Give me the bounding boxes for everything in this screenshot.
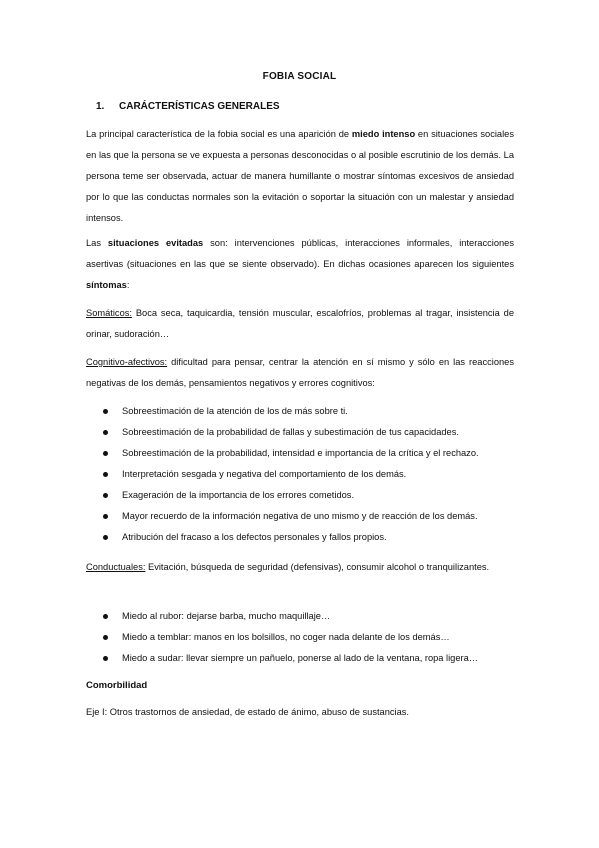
- symptoms-bold: síntomas: [86, 280, 127, 290]
- bullet-icon: [103, 493, 108, 498]
- bullet-icon: [103, 535, 108, 540]
- cognitive-paragraph: [86, 352, 514, 394]
- somatic-paragraph: [86, 303, 514, 345]
- somatic-text: Boca seca, taquicardia, tensión muscular, escalofríos, problemas al tragar, insistencia de orinar, sudoración…: [86, 308, 514, 339]
- situations-paragraph: [86, 233, 514, 296]
- section-title: CARÁCTERÍSTICAS GENERALES: [119, 101, 280, 112]
- list-item-text: Atribución del fracaso a los defectos personales y fallos propios.: [122, 532, 387, 542]
- comorbidity-line: Eje I: Otros trastornos de ansiedad, de estado de ánimo, abuso de sustancias.: [86, 707, 410, 717]
- situations-bold: situaciones evitadas: [107, 238, 204, 248]
- behavioral-text: Evitación, búsqueda de seguridad (defensivas), consumir alcohol o tranquilizantes.: [145, 562, 490, 572]
- list-item: [100, 627, 520, 648]
- list-item-text: Sobreestimación de la atención de los de más sobre ti.: [122, 406, 348, 416]
- cognitive-text: dificultad para pensar, centrar la atención en sí mismo y sólo en las reacciones negativas de los demás, pensamientos negativos y errores cognitivos:: [86, 357, 514, 388]
- situations-text-1: Las: [86, 238, 108, 248]
- list-item-text: Miedo a sudar: llevar siempre un pañuelo, ponerse al lado de la ventana, ropa ligera…: [122, 653, 479, 663]
- cognitive-label: Cognitivo-afectivos:: [86, 357, 168, 367]
- list-item: [100, 485, 520, 506]
- list-item: [100, 464, 520, 485]
- intro-bold: miedo intenso: [351, 129, 416, 139]
- list-item: [100, 401, 520, 422]
- bullet-icon: [103, 514, 108, 519]
- bullet-icon: [103, 472, 108, 477]
- cognitive-list: [100, 401, 520, 548]
- comorbidity-heading: Comorbilidad: [86, 680, 148, 691]
- list-item: [100, 443, 520, 464]
- section-heading: [96, 101, 280, 112]
- list-item-text: Miedo al rubor: dejarse barba, mucho maquillaje…: [122, 611, 331, 621]
- list-item-text: Sobreestimación de la probabilidad de fallas y subestimación de tus capacidades.: [122, 427, 459, 437]
- situations-text-2: son: intervenciones públicas, interacciones informales, interacciones asertivas (situaciones en las que se siente observado). En dichas ocasiones aparecen los siguientes: [86, 238, 514, 269]
- behavioral-paragraph: [86, 557, 514, 578]
- document-title: FOBIA SOCIAL: [262, 71, 337, 82]
- section-number: 1.: [96, 101, 105, 112]
- bullet-icon: [103, 656, 108, 661]
- list-item: [100, 648, 520, 669]
- list-item-text: Mayor recuerdo de la información negativa de uno mismo y de reacción de los demás.: [122, 511, 478, 521]
- intro-paragraph: [86, 124, 514, 229]
- list-item: [100, 606, 520, 627]
- list-item-text: Interpretación sesgada y negativa del comportamiento de los demás.: [122, 469, 407, 479]
- intro-text-2: en situaciones sociales en las que la persona se ve expuesta a personas desconocidas o al posible escrutinio de los demás. La persona teme ser observada, actuar de manera humillante o mostrar síntomas excesivos de ansiedad por lo que las conductas normales son la evitación o soportar la situación con un malestar y ansiedad intensos.: [86, 129, 514, 223]
- bullet-icon: [103, 409, 108, 414]
- list-item: [100, 422, 520, 443]
- situations-text-3: :: [126, 280, 130, 290]
- intro-text-1: La principal característica de la fobia social es una aparición de: [86, 129, 352, 139]
- list-item-text: Miedo a temblar: manos en los bolsillos, no coger nada delante de los demás…: [122, 632, 450, 642]
- bullet-icon: [103, 635, 108, 640]
- behavioral-label: Conductuales:: [86, 562, 146, 572]
- list-item-text: Exageración de la importancia de los errores cometidos.: [122, 490, 355, 500]
- list-item-text: Sobreestimación de la probabilidad, intensidad e importancia de la crítica y el rechazo.: [122, 448, 479, 458]
- bullet-icon: [103, 614, 108, 619]
- somatic-label: Somáticos:: [86, 308, 132, 318]
- bullet-icon: [103, 451, 108, 456]
- list-item: [100, 506, 520, 527]
- behavioral-list: [100, 606, 520, 669]
- bullet-icon: [103, 430, 108, 435]
- list-item: [100, 527, 520, 548]
